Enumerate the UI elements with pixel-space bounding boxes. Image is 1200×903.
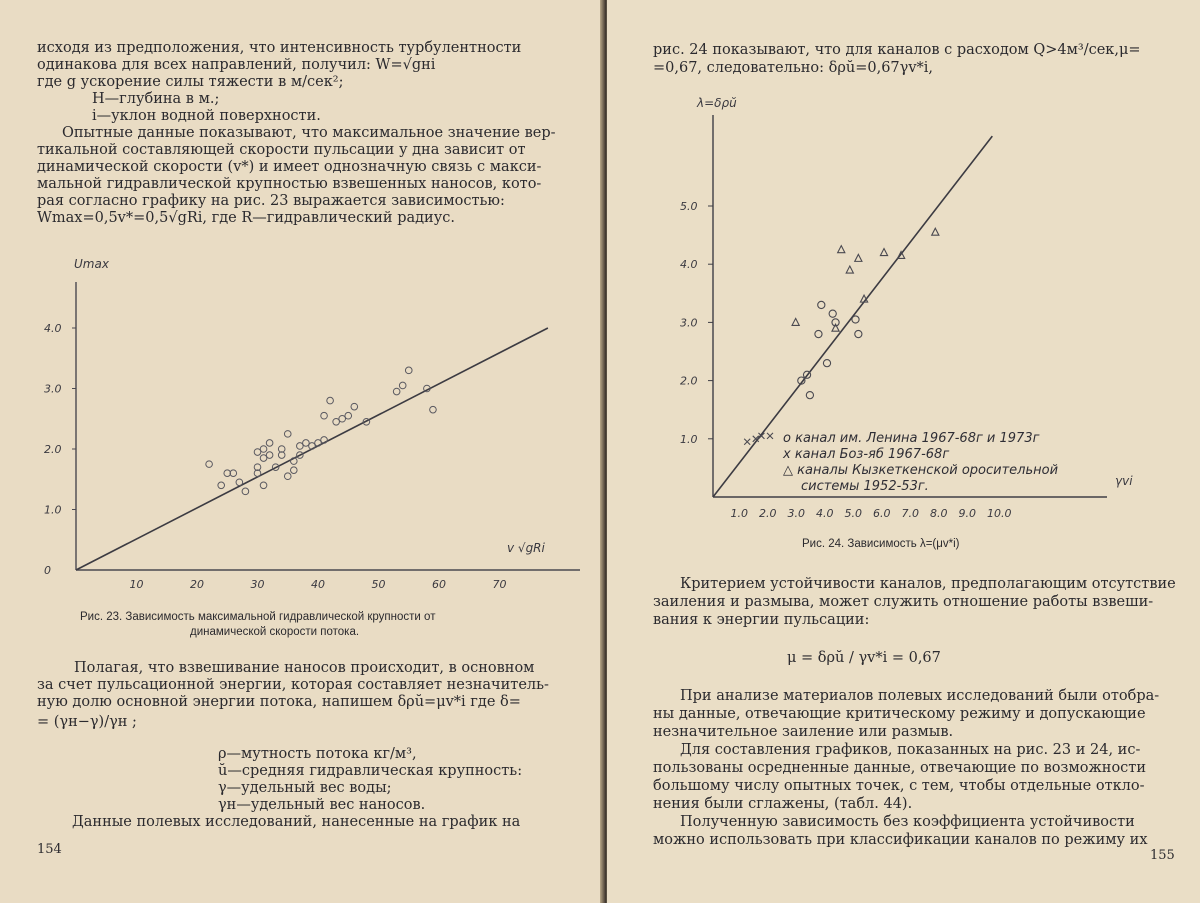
y-tick-label: 3.0 xyxy=(44,382,62,396)
data-point xyxy=(430,406,437,413)
y-tick-label: 2.0 xyxy=(44,443,62,456)
data-point-circle xyxy=(823,360,830,367)
left-text-line: рая согласно графику на рис. 23 выражается зависимостью: xyxy=(37,193,505,209)
y-tick-label: 4.0 xyxy=(44,322,62,335)
y-tick-label: 0 xyxy=(44,564,51,577)
data-point xyxy=(284,473,291,480)
data-point xyxy=(297,443,304,450)
data-point xyxy=(236,479,243,486)
left-text-line: Данные полевых исследований, нанесенные на график на xyxy=(72,814,521,830)
right-text-line: рис. 24 показывают, что для каналов с расходом Q>4м³/сек,μ= xyxy=(653,42,1141,58)
legend-entry: о канал им. Ленина 1967-68г и 1973г xyxy=(783,431,1040,446)
x-tick-label: 9.0 xyxy=(958,507,976,520)
left-text-line: γн—удельный вес наносов. xyxy=(218,797,426,813)
left-text-line: мальной гидравлической крупностью взвешенных наносов, кото- xyxy=(37,176,542,192)
data-point xyxy=(260,482,267,489)
right-text-line: можно использовать при классификации каналов по режиму их xyxy=(653,832,1148,848)
right-text-line: Критерием устойчивости каналов, предполагающим отсутствие xyxy=(680,576,1176,592)
x-tick-label: 8.0 xyxy=(930,507,948,520)
data-point xyxy=(218,482,225,489)
x-tick-label: 2.0 xyxy=(759,507,777,520)
page-number-left: 154 xyxy=(37,842,62,857)
data-point xyxy=(333,418,340,425)
right-text-line: Полученную зависимость без коэффициента устойчивости xyxy=(680,814,1135,830)
data-point-triangle xyxy=(855,254,862,261)
data-point-triangle xyxy=(880,249,887,256)
data-point xyxy=(399,382,406,389)
y-axis-label: λ=δρŭ xyxy=(697,96,737,110)
formula: μ = δρŭ / γv*i = 0,67 xyxy=(787,650,941,666)
right-text-line: вания к энергии пульсации: xyxy=(653,612,870,628)
x-tick-label: 10.0 xyxy=(987,507,1012,520)
right-text-line: заиления и размыва, может служить отношение работы взвеши- xyxy=(653,594,1154,610)
left-text-line: ρ—мутность потока кг/м³, xyxy=(218,746,417,762)
data-point-circle xyxy=(829,310,836,317)
x-tick-label: 70 xyxy=(492,578,507,591)
left-text-line: где g ускорение силы тяжести в м/сек²; xyxy=(37,74,344,90)
right-page xyxy=(607,0,1200,903)
left-text-line: Н—глубина в м.; xyxy=(92,91,220,107)
data-point xyxy=(321,412,328,419)
x-tick-label: 20 xyxy=(190,578,204,591)
data-point xyxy=(266,452,273,459)
chart-fig23 xyxy=(20,250,600,600)
left-text-line: ную долю основной энергии потока, напишем δρŭ=μv*i где δ= xyxy=(37,694,521,710)
legend-entry: х канал Боз-яб 1967-68г xyxy=(783,447,950,462)
right-text-line: Для составления графиков, показанных на рис. 23 и 24, ис- xyxy=(680,742,1141,758)
x-tick-label: 7.0 xyxy=(901,507,919,520)
data-point xyxy=(266,440,273,447)
data-point-circle xyxy=(806,392,813,399)
left-text-line: Опытные данные показывают, что максимальное значение вер- xyxy=(62,125,556,141)
legend-entry: системы 1952-53г. xyxy=(801,479,929,494)
left-text-line: i—уклон водной поверхности. xyxy=(92,108,321,124)
data-point xyxy=(345,412,352,419)
data-point-cross xyxy=(767,433,773,439)
x-tick-label: 5.0 xyxy=(844,507,862,520)
right-text-line: незначительное заиление или размыв. xyxy=(653,724,954,740)
x-axis-label: γvi xyxy=(1115,474,1133,488)
chart-fig24 xyxy=(627,85,1187,535)
right-text-line: =0,67, следовательно: δρŭ=0,67γv*i, xyxy=(653,60,934,76)
data-point xyxy=(254,449,261,456)
y-tick-label: 4.0 xyxy=(680,258,698,272)
x-tick-label: 6.0 xyxy=(873,507,891,520)
x-tick-label: 50 xyxy=(371,578,386,591)
right-text-line: большому числу опытных точек, с тем, чтобы отдельные откло- xyxy=(653,778,1145,794)
data-point-circle xyxy=(855,330,862,337)
left-text-line: тикальной составляющей скорости пульсации у дна зависит от xyxy=(37,142,526,158)
data-point xyxy=(339,415,346,422)
left-text-line: Полагая, что взвешивание наносов происходит, в основном xyxy=(74,660,535,676)
data-point xyxy=(291,467,298,474)
data-point-triangle xyxy=(846,266,853,273)
y-tick-label: 3.0 xyxy=(680,316,698,330)
left-text-line: γ—удельный вес воды; xyxy=(218,780,392,796)
y-tick-label: 1.0 xyxy=(680,432,698,446)
left-text-line: динамической скорости (v*) и имеет однозначную связь с макси- xyxy=(37,159,542,175)
legend-entry: △ каналы Кызкеткенской оросительной xyxy=(783,463,1059,478)
data-point xyxy=(206,461,213,468)
data-point xyxy=(242,488,249,495)
data-point-circle xyxy=(852,316,859,323)
page-number-right: 155 xyxy=(1150,848,1175,863)
x-tick-label: 4.0 xyxy=(816,507,834,520)
data-point-triangle xyxy=(838,246,845,253)
right-text-line: При анализе материалов полевых исследований были отобра- xyxy=(680,688,1160,704)
left-text-line: за счет пульсационной энергии, которая составляет незначитель- xyxy=(37,677,549,693)
left-text-line: ŭ—средняя гидравлическая крупность: xyxy=(218,763,523,779)
x-tick-label: 10 xyxy=(129,578,144,591)
fig23-caption-line: динамической скорости потока. xyxy=(190,626,360,638)
x-axis-label: v √gRi xyxy=(507,541,545,555)
data-point-triangle xyxy=(792,318,799,325)
data-point xyxy=(327,397,334,404)
x-tick-label: 40 xyxy=(311,578,325,591)
right-text-line: пользованы осредненные данные, отвечающие по возможности xyxy=(653,760,1146,776)
y-tick-label: 2.0 xyxy=(680,374,698,388)
data-point-circle xyxy=(815,330,822,337)
y-tick-label: 1.0 xyxy=(44,503,62,517)
fig23-caption-line: Рис. 23. Зависимость максимальной гидравлической крупности от xyxy=(80,611,436,623)
x-tick-label: 1.0 xyxy=(730,507,748,520)
data-point-triangle xyxy=(932,228,939,235)
left-text-line: исходя из предположения, что интенсивность турбулентности xyxy=(37,40,522,56)
data-point xyxy=(303,440,310,447)
data-point xyxy=(393,388,400,395)
data-point xyxy=(351,403,358,410)
fig24-caption: Рис. 24. Зависимость λ=(μv*i) xyxy=(802,538,960,550)
x-tick-label: 3.0 xyxy=(787,507,805,520)
data-point xyxy=(284,431,291,438)
left-text-line: Wmax=0,5v*=0,5√gRi, где R—гидравлический радиус. xyxy=(37,210,455,226)
left-text-line: = (γн−γ)/γн ; xyxy=(37,714,137,730)
x-tick-label: 60 xyxy=(432,578,446,591)
left-text-line: одинакова для всех направлений, получил: W=√gнi xyxy=(37,57,436,73)
y-tick-label: 5.0 xyxy=(680,200,698,213)
right-text-line: ны данные, отвечающие критическому режиму и допускающие xyxy=(653,706,1146,722)
right-text-line: нения были сглажены, (табл. 44). xyxy=(653,796,913,812)
x-tick-label: 30 xyxy=(250,578,265,591)
data-point xyxy=(260,455,267,462)
data-point xyxy=(260,446,267,453)
y-axis-label: Umax xyxy=(74,257,109,271)
data-point xyxy=(405,367,412,374)
data-point-circle xyxy=(818,301,825,308)
data-point-cross xyxy=(744,439,750,445)
